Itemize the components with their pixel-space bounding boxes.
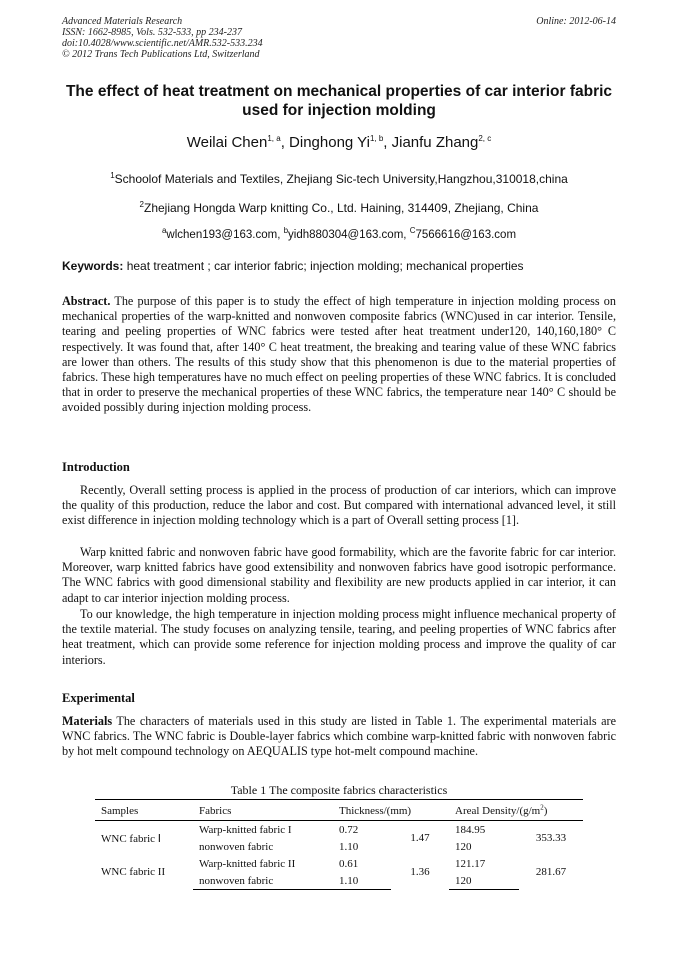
author-name: Weilai Chen: [186, 134, 268, 151]
keywords-label: Keywords:: [62, 259, 124, 273]
email-list: [62, 226, 616, 241]
paper-title: The effect of heat treatment on mechanical properties of car interior fabric used for injection molding: [65, 83, 613, 119]
table-cell-thickness: 0.72: [339, 823, 359, 836]
author-affil-mark: 1, b: [369, 134, 384, 143]
affiliation-mark: 2: [139, 200, 144, 209]
author-name: Dinghong Yi: [289, 134, 370, 151]
table-cell-thickness-total: 1.36: [410, 866, 430, 879]
email-mark: C: [409, 226, 416, 236]
table-cell-density-total: 281.67: [535, 866, 567, 879]
table-row: [95, 855, 583, 872]
intro-paragraph-1: Recently, Overall setting process is applied in the process of production of car interiors, which can improve the quality of this production, reduce the labor and cost. But compared with international advanced level, it still exist difference in injection molding technology which is a part of Overall setting process [1].: [62, 483, 616, 528]
table-cell-fabric: nonwoven fabric: [199, 840, 274, 853]
author-affil-mark: 1, a: [267, 134, 281, 143]
table-header-cell: Fabrics: [193, 800, 333, 821]
affiliation-text: Schoolof Materials and Textiles, Zhejiang Sic-tech University,Hangzhou,310018,china: [114, 172, 568, 186]
table-cell-thickness: 1.10: [339, 840, 359, 853]
density-header-close: ): [543, 805, 548, 817]
affiliation-text: Zhejiang Hongda Warp knitting Co., Ltd. Haining, 314409, Zhejiang, China: [143, 201, 539, 215]
keywords: [62, 259, 616, 273]
table-cell-sample: WNC fabric Ⅰ: [101, 832, 162, 845]
journal-header: [62, 16, 616, 60]
materials-table: [95, 799, 583, 890]
email-mark: b: [283, 226, 289, 236]
online-date: Online: 2012-06-14: [536, 16, 616, 27]
affiliation-2: [62, 201, 616, 215]
author-affil-mark: 2, c: [478, 134, 492, 143]
email-mark: a: [161, 226, 167, 236]
table-cell-thickness: 1.10: [333, 872, 391, 890]
email-address: wlchen193@163.com,: [166, 229, 284, 241]
table-cell-density-total: 353.33: [535, 832, 567, 844]
section-heading-experimental: Experimental: [62, 691, 135, 705]
density-header-exponent: 2: [540, 803, 544, 812]
table-header-cell: Thickness/(mm): [333, 800, 449, 821]
materials-paragraph: [62, 714, 616, 760]
affiliation-1: [62, 172, 616, 186]
author-name: Jianfu Zhang: [391, 134, 479, 151]
table-header-cell: [449, 800, 583, 821]
journal-issn: ISSN: 1662-8985, Vols. 532-533, pp 234-237: [62, 27, 242, 38]
journal-name: Advanced Materials Research: [62, 16, 183, 27]
table-cell-thickness: 0.61: [339, 857, 359, 870]
section-heading-introduction: Introduction: [62, 460, 130, 474]
abstract-label: Abstract.: [62, 294, 111, 308]
journal-copyright: © 2012 Trans Tech Publications Ltd, Switzerland: [62, 49, 260, 60]
table-cell-density: 120: [449, 872, 519, 890]
affiliation-mark: 1: [110, 171, 115, 180]
table-cell-fabric: nonwoven fabric: [193, 872, 333, 890]
table-caption: Table 1 The composite fabrics characteristics: [230, 783, 448, 797]
abstract-text: The purpose of this paper is to study the effect of high temperature in injection molding process on mechanical properties of the warp-knitted and nonwoven composite fabrics (WNC)used in car interior. Tensile, tearing and peeling properties of WNC fabrics were tested after heat treatment under120, 140,160,180° C respectively. It was found that, after 140° C heat treatment, the breaking and tearing value of these WNC fabrics are lower than others. The results of this study show that this phenomenon is due to the material properties of fabrics. These high temperatures have no much effect on peeling properties of these WNC fabrics. It is concluded that in order to preserve the mechanical properties of these WNC fabrics, the temperature near 140° C should be avoided possibly during injection molding process.: [62, 294, 616, 415]
table-cell-density: 184.95: [455, 823, 486, 836]
table-cell-density: 121.17: [455, 857, 486, 870]
abstract: [62, 294, 616, 416]
materials-text: The characters of materials used in this study are listed in Table 1. The experimental materials are WNC fabrics. The WNC fabric is Double-layer fabrics which combine warp-knitted fabric with nonwoven fabric by hot melt compound technology on AEQUALIS type hot-melt compound machine.: [62, 714, 616, 759]
intro-paragraph-3: To our knowledge, the high temperature in injection molding process might influence mechanical property of the textile material. The study focuses on analyzing tensile, tearing, and peeling properties of WNC fabrics after heat treatment, which can provide some reference for injection molding process and improve the quality of car interiors.: [62, 607, 616, 667]
table-row: [95, 821, 583, 839]
table-cell-density: 120: [455, 840, 472, 853]
density-header-label: Areal Density/(g/m: [455, 805, 541, 817]
intro-paragraph-2: Warp knitted fabric and nonwoven fabric have good formability, which are the favorite fabric for car interior. Moreover, warp knitted fabrics have good extensibility and nonwoven fabrics have good isotropic performance. The WNC fabrics with good dimensional stability and flexibility are new products applied in car interior, it can adapt to car interior injection molding process.: [62, 545, 616, 605]
table-cell-fabric: Warp-knitted fabric I: [199, 823, 292, 836]
keywords-text: heat treatment ; car interior fabric; injection molding; mechanical properties: [123, 259, 524, 273]
author-list: Weilai Chen$^{1, a}$, Dinghong Yi$^{1, b}$, Jianfu Zhang$^{2, c}$: [186, 134, 492, 151]
email-address: 7566616@163.com: [415, 229, 517, 241]
materials-label: Materials: [62, 714, 113, 728]
table-cell-thickness-total: 1.47: [410, 832, 430, 844]
table-cell-sample: WNC fabric II: [101, 866, 166, 879]
table-cell-fabric: Warp-knitted fabric II: [199, 857, 296, 870]
journal-doi: doi:10.4028/www.scientific.net/AMR.532-533.234: [62, 38, 263, 49]
table-header-cell: Samples: [95, 800, 193, 821]
table-header-row: [95, 800, 583, 821]
email-address: yidh880304@163.com,: [288, 229, 410, 241]
